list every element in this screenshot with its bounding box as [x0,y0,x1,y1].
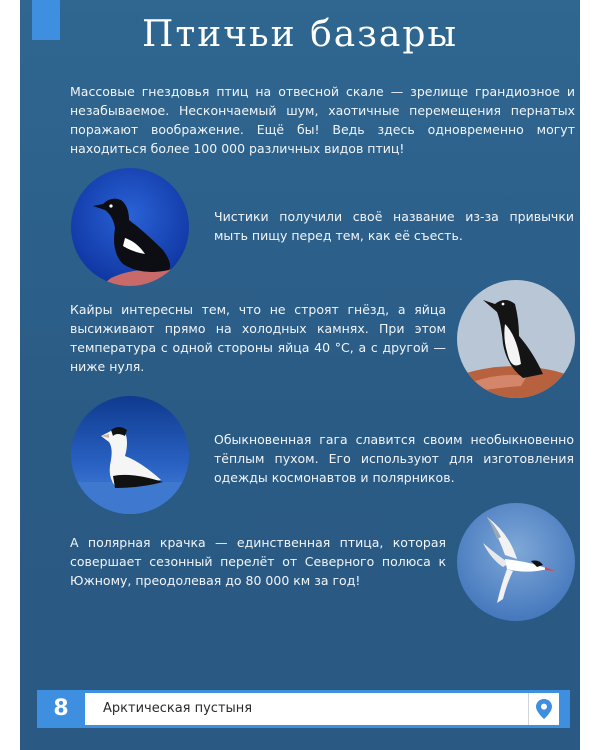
intro-paragraph: Массовые гнездовья птиц на отвесной скале — зрелище грандиозное и незабываемое. Нескончаемый шум, хаотичные перемещения пернатых поражают воображение. Ещё бы! Ведь здесь одновременно могут находиться более 100 000 различных видов птиц! [70,84,575,156]
section-name: Арктическая пустыня [103,701,253,716]
pin-box [528,693,559,725]
eider-photo [71,396,189,514]
footer [37,690,570,728]
page-title: Птичьи базары [141,14,459,55]
footer-bar [85,693,559,725]
murre-photo [457,280,575,398]
arctic-tern-text: А полярная крачка — единственная птица, которая совершает сезонный перелёт от Северного полюса к Южному, преодолевая до 80 000 км за год! [70,535,446,588]
guillemot-text: Чистики получили своё название из-за привычки мыть пищу перед тем, как её съесть. [214,209,574,243]
guillemot-photo [71,168,189,286]
map-pin-icon [536,699,552,719]
page-number: 8 [53,696,69,721]
eider-text: Обыкновенная гага славится своим необыкновенно тёплым пухом. Его используют для изготовления одежды космонавтов и полярников. [214,432,574,485]
murre-text: Кайры интересны тем, что не строят гнёзд, а яйца высиживают прямо на холодных камнях. При этом температура с одной стороны яйца 40 °С, а с другой — ниже нуля. [70,302,446,374]
arctic-tern-photo [457,503,575,621]
